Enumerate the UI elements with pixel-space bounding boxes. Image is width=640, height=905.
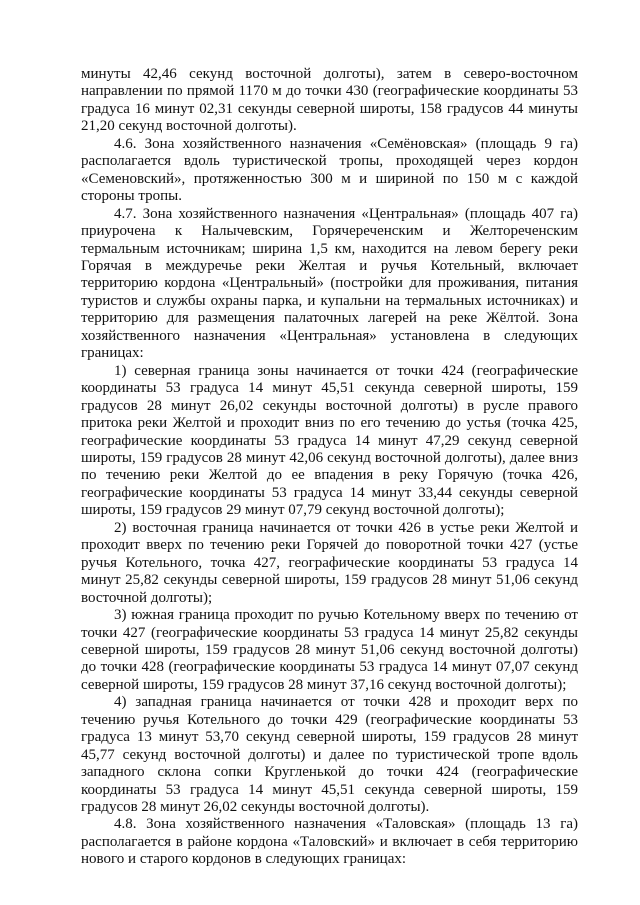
paragraph-4-7: 4.7. Зона хозяйственного назначения «Центральная» (площадь 407 га) приурочена к Налычевским, Горячереченским и Желтореченским термальным источникам; ширина 1,5 км, находится на левом берегу реки Горячая в междуречье реки Желтая и ручья Котельный, включает территорию кордона «Центральный» (постройки для проживания, питания туристов и службы охраны парка, и купальни на термальных источниках) и территорию для размещения палаточных лагерей на реке Жёлтой. Зона хозяйственного назначения «Центральная» установлена в следующих границах: <box>81 205 578 362</box>
paragraph-4-8: 4.8. Зона хозяйственного назначения «Таловская» (площадь 13 га) располагается в районе кордона «Таловский» и включает в себя территорию нового и старого кордонов в следующих границах: <box>81 816 578 868</box>
paragraph-4-6: 4.6. Зона хозяйственного назначения «Семёновская» (площадь 9 га) располагается вдоль туристической тропы, проходящей через кордон «Семеновский», протяженностью 300 м и шириной по 150 м с каждой стороны тропы. <box>81 135 578 205</box>
document-page <box>81 66 578 869</box>
paragraph-east-boundary: 2) восточная граница начинается от точки 426 в устье реки Желтой и проходит вверх по течению реки Горячей до поворотной точки 427 (устье ручья Котельного, точка 427, географические координаты 53 градуса 14 минут 25,82 секунды северной широты, 159 градусов 28 минут 51,06 секунд восточной долготы); <box>81 519 578 606</box>
paragraph-north-boundary: 1) северная граница зоны начинается от точки 424 (географические координаты 53 градуса 14 минут 45,51 секунда северной широты, 159 градусов 28 минут 26,02 секунды восточной долготы) в русле правого притока реки Желтой и проходит вниз по его течению до устья (точка 425, географические координаты 53 градуса 14 минут 47,29 секунд северной широты, 159 градусов 28 минут 42,06 секунд восточной долготы), далее вниз по течению реки Желтой до ее впадения в реку Горячую (точка 426, географические координаты 53 градуса 14 минут 33,44 секунды северной широты, 159 градусов 29 минут 07,79 секунд восточной долготы); <box>81 362 578 519</box>
paragraph-south-boundary: 3) южная граница проходит по ручью Котельному вверх по течению от точки 427 (географические координаты 53 градуса 14 минут 25,82 секунды северной широты, 159 градусов 28 минут 51,06 секунд восточной долготы) до точки 428 (географические координаты 53 градуса 14 минут 07,07 секунд северной широты, 159 градусов 28 минут 37,16 секунд восточной долготы); <box>81 607 578 693</box>
paragraph-continuation: минуты 42,46 секунд восточной долготы), затем в северо-восточном направлении по прямой 1170 м до точки 430 (географические координаты 53 градуса 16 минут 02,31 секунды северной широты, 158 градусов 44 минуты 21,20 секунд восточной долготы). <box>81 66 578 135</box>
paragraph-west-boundary: 4) западная граница начинается от точки 428 и проходит верх по течению ручья Котельного до точки 429 (географические координаты 53 градуса 13 минут 53,70 секунд северной широты, 159 градусов 28 минут 45,77 секунд восточной долготы) и далее по туристической тропе вдоль западного склона сопки Кругленькой до точки 424 (географические координаты 53 градуса 14 минут 45,51 секунда северной широты, 159 градусов 28 минут 26,02 секунды восточной долготы). <box>81 694 578 816</box>
